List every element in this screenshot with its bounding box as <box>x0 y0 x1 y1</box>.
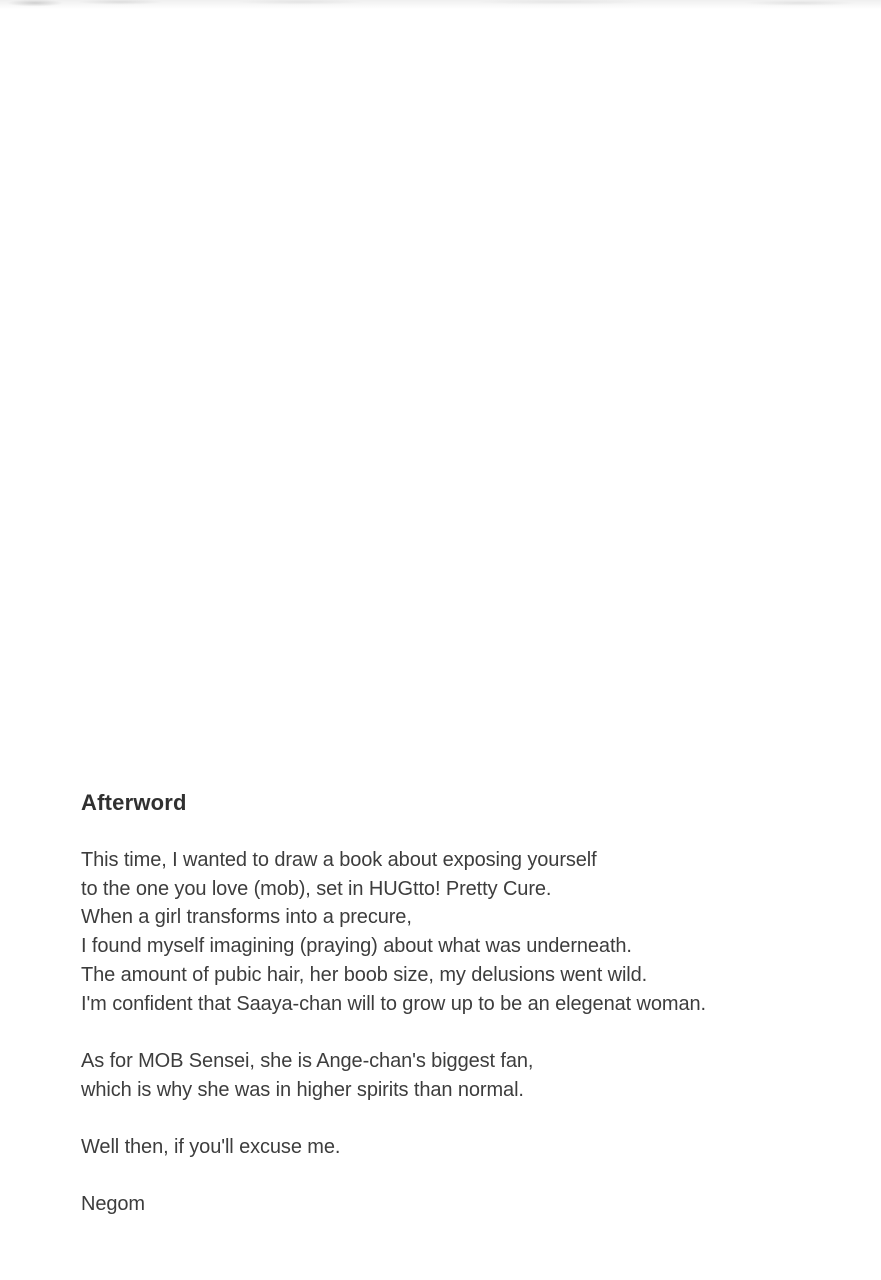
afterword-paragraph-2 <box>81 1047 821 1104</box>
afterword-heading: Afterword <box>81 790 187 815</box>
afterword-line: I found myself imagining (praying) about what was underneath. <box>81 935 632 958</box>
afterword-paragraph-3 <box>81 1133 821 1162</box>
afterword-line: When a girl transforms into a precure, <box>81 906 412 929</box>
afterword-line: As for MOB Sensei, she is Ange-chan's biggest fan, <box>81 1049 534 1072</box>
afterword-paragraph-1 <box>81 846 821 1018</box>
afterword-section <box>81 788 821 1219</box>
afterword-signature <box>81 1190 821 1219</box>
scan-noise-artifact <box>0 0 881 12</box>
author-name: Negom <box>81 1193 145 1216</box>
afterword-line: I'm confident that Saaya-chan will to grow up to be an elegenat woman. <box>81 992 706 1015</box>
afterword-line: which is why she was in higher spirits than normal. <box>81 1078 524 1101</box>
afterword-line: The amount of pubic hair, her boob size, my delusions went wild. <box>81 963 648 986</box>
afterword-line: to the one you love (mob), set in HUGtto! Pretty Cure. <box>81 877 552 900</box>
afterword-line: This time, I wanted to draw a book about exposing yourself <box>81 849 597 871</box>
afterword-line: Well then, if you'll excuse me. <box>81 1136 341 1158</box>
